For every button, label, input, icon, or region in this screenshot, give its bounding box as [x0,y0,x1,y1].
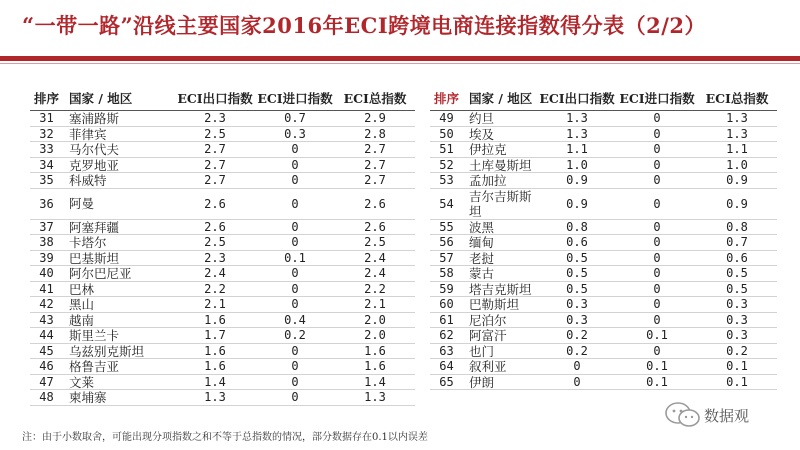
row-total: 2.2 [364,281,386,296]
wechat-icon [664,400,702,430]
row-total: 1.3 [364,390,386,405]
row-import: 0 [291,219,299,234]
row-export: 2.7 [204,142,226,157]
row-rank: 49 [439,111,454,126]
row-import: 0 [291,297,299,312]
header-country: 国家 / 地区 [469,90,533,106]
row-total: 1.4 [364,374,386,389]
row-export: 1.3 [566,126,588,141]
row-rank: 57 [439,250,454,265]
row-rank: 63 [439,343,454,358]
row-country: 阿曼 [69,196,95,211]
row-export: 0.3 [566,297,588,312]
row-export: 0.8 [566,219,588,234]
row-total: 0.9 [726,173,748,188]
row-total: 2.0 [364,328,386,343]
row-country: 马尔代夫 [69,142,120,158]
table-right [430,85,777,390]
row-import: 0 [653,281,661,296]
row-rank: 32 [39,126,54,141]
row-import: 0 [291,157,299,172]
row-country: 也门 [469,343,495,359]
row-export: 1.6 [204,312,226,327]
header-total: ECI总指数 [343,90,407,106]
watermark-badge [664,400,749,430]
row-export: 1.7 [204,328,226,343]
row-total: 0.3 [726,328,748,343]
row-export: 1.1 [566,142,588,157]
row-import: 0.1 [646,374,668,389]
row-country: 尼泊尔 [469,312,507,328]
row-rank: 60 [439,297,454,312]
row-rank: 61 [439,312,454,327]
row-rank: 38 [39,235,54,250]
row-country: 叙利亚 [469,359,507,375]
watermark-text: 数据观 [704,406,750,425]
row-rank: 40 [39,266,54,281]
row-total: 0.8 [726,219,748,234]
row-export: 0 [573,374,581,389]
title-divider-thin [0,63,800,64]
row-import: 0.4 [284,312,306,327]
row-country: 柬埔寨 [69,390,107,406]
row-rank: 44 [39,328,54,343]
row-rank: 42 [39,297,54,312]
row-rank: 54 [439,196,454,211]
row-total: 2.1 [364,297,386,312]
row-total: 1.6 [364,343,386,358]
row-import: 0 [653,235,661,250]
row-country: 格鲁吉亚 [69,359,120,375]
row-total: 2.0 [364,312,386,327]
row-total: 0.7 [726,235,748,250]
row-country: 越南 [69,312,95,328]
row-import: 0 [653,126,661,141]
row-export: 2.7 [204,157,226,172]
table-row [430,375,777,391]
row-export: 0.2 [566,328,588,343]
row-export: 0.5 [566,281,588,296]
row-export: 1.4 [204,374,226,389]
row-total: 1.6 [364,359,386,374]
row-import: 0 [653,312,661,327]
header-total: ECI总指数 [705,90,769,106]
row-country: 乌兹别克斯坦 [69,343,145,359]
row-total: 2.4 [364,250,386,265]
row-export: 0.9 [566,196,588,211]
row-total: 2.4 [364,266,386,281]
row-export: 0 [573,359,581,374]
row-import: 0 [653,157,661,172]
row-rank: 58 [439,266,454,281]
row-total: 0.3 [726,297,748,312]
row-import: 0.2 [284,328,306,343]
row-rank: 36 [39,196,54,211]
table-header [430,85,777,111]
header-rank: 排序 [33,90,59,106]
row-rank: 59 [439,281,454,296]
table-body [430,111,777,390]
row-import: 0 [653,173,661,188]
row-country: 巴林 [69,281,95,297]
row-export: 2.2 [204,281,226,296]
header-import: ECI进口指数 [257,90,333,106]
header-rank: 排序 [433,90,459,106]
row-total: 0.9 [726,196,748,211]
row-export: 0.6 [566,235,588,250]
row-country: 孟加拉 [469,173,507,189]
row-rank: 48 [39,390,54,405]
row-rank: 50 [439,126,454,141]
row-total: 0.5 [726,281,748,296]
row-country: 伊拉克 [469,142,507,158]
row-export: 0.5 [566,250,588,265]
row-country: 波黑 [469,219,495,235]
row-import: 0 [653,111,661,126]
row-total: 2.8 [364,126,386,141]
row-import: 0.1 [646,328,668,343]
row-country: 阿尔巴尼亚 [69,266,132,282]
row-import: 0 [653,219,661,234]
row-rank: 45 [39,343,54,358]
row-country: 菲律宾 [69,126,107,142]
row-total: 0.3 [726,312,748,327]
row-country: 缅甸 [469,235,495,251]
row-rank: 52 [439,157,454,172]
row-import: 0 [291,142,299,157]
row-total: 2.5 [364,235,386,250]
row-country: 老挝 [469,250,495,266]
row-rank: 46 [39,359,54,374]
row-import: 0 [653,250,661,265]
row-rank: 43 [39,312,54,327]
row-total: 2.7 [364,157,386,172]
row-rank: 41 [39,281,54,296]
row-country: 卡塔尔 [69,235,107,251]
row-export: 0.3 [566,312,588,327]
row-total: 2.9 [364,111,386,126]
row-total: 2.7 [364,173,386,188]
row-country: 巴基斯坦 [69,250,120,266]
row-total: 1.3 [726,111,748,126]
table-row [30,189,415,220]
row-country: 埃及 [469,126,495,142]
row-import: 0 [291,374,299,389]
header-export: ECI出口指数 [539,90,615,106]
row-import: 0 [653,297,661,312]
footnote: 注：由于小数取舍，可能出现分项指数之和不等于总指数的情况，部分数据存在0.1以内误差 [22,432,428,443]
row-export: 2.5 [204,235,226,250]
row-rank: 47 [39,374,54,389]
row-country: 科威特 [69,173,107,189]
table-row [30,390,415,406]
row-total: 2.6 [364,219,386,234]
row-rank: 37 [39,219,54,234]
row-import: 0 [291,343,299,358]
row-export: 0.2 [566,343,588,358]
row-total: 1.0 [726,157,748,172]
row-total: 1.1 [726,142,748,157]
row-export: 2.3 [204,111,226,126]
page-title: “一带一路”沿线主要国家2016年ECI跨境电商连接指数得分表（2/2） [22,13,707,38]
row-rank: 51 [439,142,454,157]
row-export: 1.3 [204,390,226,405]
row-import: 0 [653,266,661,281]
row-rank: 64 [439,359,454,374]
row-total: 0.2 [726,343,748,358]
row-country: 文莱 [69,374,95,390]
row-total: 0.6 [726,250,748,265]
row-import: 0 [291,235,299,250]
table-row [430,173,777,189]
row-country: 蒙古 [469,266,495,282]
row-import: 0 [653,343,661,358]
row-import: 0.3 [284,126,306,141]
row-import: 0 [291,196,299,211]
row-import: 0.7 [284,111,306,126]
row-rank: 35 [39,173,54,188]
row-country: 克罗地亚 [69,157,120,173]
table-row [30,173,415,189]
row-country: 阿富汗 [469,328,507,344]
row-import: 0 [291,359,299,374]
row-export: 2.1 [204,297,226,312]
header-import: ECI进口指数 [619,90,695,106]
row-rank: 65 [439,374,454,389]
row-rank: 53 [439,173,454,188]
row-import: 0 [653,196,661,211]
row-export: 0.5 [566,266,588,281]
title-divider [0,56,800,61]
row-total: 0.1 [726,359,748,374]
row-import: 0 [291,281,299,296]
table-row [430,189,777,220]
row-export: 2.7 [204,173,226,188]
row-export: 1.3 [566,111,588,126]
table-left [30,85,415,406]
row-country: 斯里兰卡 [69,328,120,344]
header-export: ECI出口指数 [177,90,253,106]
row-country: 吉尔吉斯斯坦 [469,188,532,219]
table-body [30,111,415,406]
row-rank: 33 [39,142,54,157]
row-country: 土库曼斯坦 [469,157,532,173]
header-country: 国家 / 地区 [69,90,133,106]
row-import: 0.1 [646,359,668,374]
row-import: 0 [291,266,299,281]
row-export: 2.5 [204,126,226,141]
row-total: 0.1 [726,374,748,389]
row-export: 2.6 [204,196,226,211]
row-total: 0.5 [726,266,748,281]
row-rank: 62 [439,328,454,343]
row-total: 1.3 [726,126,748,141]
row-import: 0 [291,173,299,188]
row-import: 0.1 [284,250,306,265]
table-header [30,85,415,111]
row-rank: 56 [439,235,454,250]
row-export: 1.6 [204,359,226,374]
row-rank: 34 [39,157,54,172]
row-country: 伊朗 [469,374,495,390]
row-total: 2.6 [364,196,386,211]
row-export: 0.9 [566,173,588,188]
row-import: 0 [653,142,661,157]
row-country: 约旦 [469,111,495,127]
row-country: 黑山 [69,297,95,313]
row-country: 塔吉克斯坦 [469,281,532,297]
row-export: 1.6 [204,343,226,358]
row-country: 阿塞拜疆 [69,219,120,235]
row-import: 0 [291,390,299,405]
row-country: 巴勒斯坦 [469,297,520,313]
row-rank: 55 [439,219,454,234]
row-export: 2.3 [204,250,226,265]
row-rank: 31 [39,111,54,126]
row-total: 2.7 [364,142,386,157]
row-country: 塞浦路斯 [69,111,120,127]
row-rank: 39 [39,250,54,265]
row-export: 2.6 [204,219,226,234]
row-export: 1.0 [566,157,588,172]
row-export: 2.4 [204,266,226,281]
